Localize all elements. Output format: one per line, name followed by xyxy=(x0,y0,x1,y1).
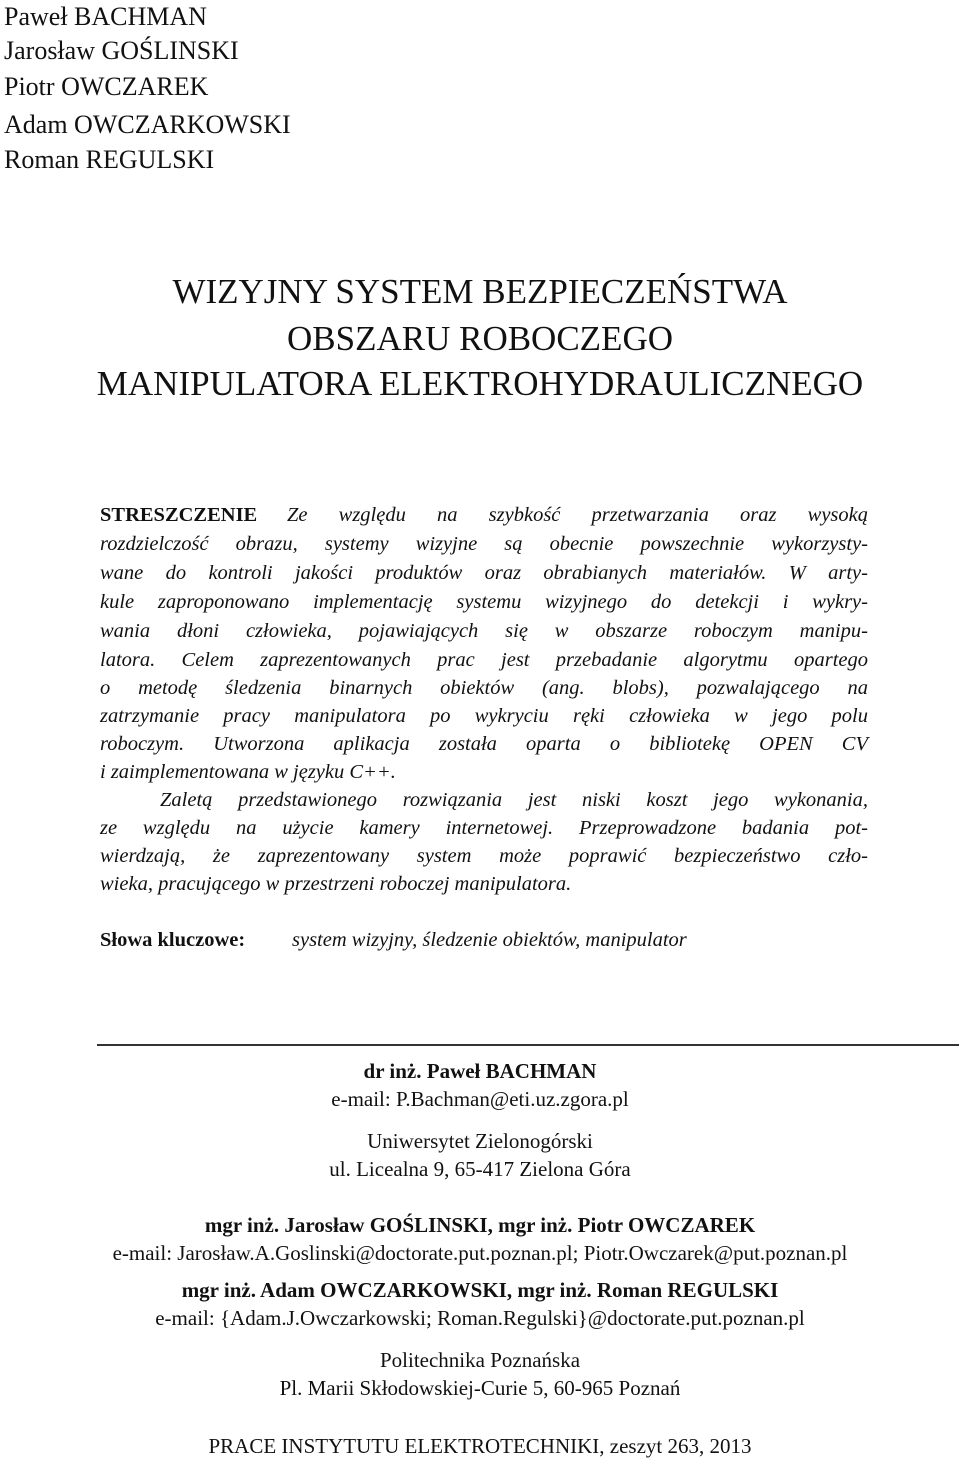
abstract-line: wierdzają, że zaprezentowany system może poprawić bezpieczeństwo czło- xyxy=(100,845,868,867)
abstract-heading: STRESZCZENIE xyxy=(100,504,258,526)
keywords-value: system wizyjny, śledzenie obiektów, manipulator xyxy=(292,929,687,951)
abstract-line: i zaimplementowana w języku C++. xyxy=(100,761,396,783)
abstract-line: wieka, pracującego w przestrzeni roboczej manipulatora. xyxy=(100,873,572,895)
institution-name: Politechnika Poznańska xyxy=(379,1348,581,1372)
abstract-line: rozdzielczość obrazu, systemy wizyjne są obecnie powszechnie wykorzysty- xyxy=(100,533,868,555)
author-affiliation-name: mgr inż. Adam OWCZARKOWSKI, mgr inż. Roman REGULSKI xyxy=(181,1278,779,1302)
paper-title-line: OBSZARU ROBOCZEGO xyxy=(286,319,673,358)
abstract-line: o metodę śledzenia binarnych obiektów (ang. blobs), pozwalającego na xyxy=(100,677,868,699)
paper-title-line: WIZYJNY SYSTEM BEZPIECZEŃSTWA xyxy=(172,272,788,311)
keywords-label: Słowa kluczowe: xyxy=(100,929,246,951)
author-email: e-mail: Jarosław.A.Goslinski@doctorate.put.poznan.pl; Piotr.Owczarek@put.poznan.pl xyxy=(112,1241,848,1265)
abstract-line: wania dłoni człowieka, pojawiających się w obszarze roboczym manipu- xyxy=(100,620,868,642)
abstract-line: kule zaproponowano implementację systemu wizyjnego do detekcji i wykry- xyxy=(100,591,868,613)
abstract-line: latora. Celem zaprezentowanych prac jest przebadanie algorytmu opartego xyxy=(100,649,868,671)
institution-address: Pl. Marii Skłodowskiej-Curie 5, 60-965 Poznań xyxy=(279,1376,681,1400)
author-name: Paweł BACHMAN xyxy=(4,2,207,31)
abstract-line: zatrzymanie pracy manipulatora po wykryciu ręki człowieka w jego polu xyxy=(100,705,868,727)
abstract-line: ze względu na użycie kamery internetowej. Przeprowadzone badania pot- xyxy=(100,817,868,839)
paper-title-line: MANIPULATORA ELEKTROHYDRAULICZNEGO xyxy=(96,364,864,403)
separator-rule xyxy=(97,1044,959,1046)
author-email: e-mail: {Adam.J.Owczarkowski; Roman.Regulski}@doctorate.put.poznan.pl xyxy=(155,1306,805,1330)
abstract-line: wane do kontroli jakości produktów oraz obrabianych materiałów. W arty- xyxy=(100,562,868,584)
journal-footer: PRACE INSTYTUTU ELEKTROTECHNIKI, zeszyt 263, 2013 xyxy=(208,1434,752,1458)
author-name: Adam OWCZARKOWSKI xyxy=(4,110,291,139)
abstract-line: roboczym. Utworzona aplikacja została oparta o bibliotekę OPEN CV xyxy=(100,733,868,755)
author-affiliation-name: dr inż. Paweł BACHMAN xyxy=(363,1059,597,1083)
author-name: Jarosław GOŚLINSKI xyxy=(4,36,239,65)
author-name: Piotr OWCZAREK xyxy=(4,72,209,101)
author-email: e-mail: P.Bachman@eti.uz.zgora.pl xyxy=(331,1087,629,1111)
author-affiliation-name: mgr inż. Jarosław GOŚLINSKI, mgr inż. Piotr OWCZAREK xyxy=(204,1213,756,1237)
institution-name: Uniwersytet Zielonogórski xyxy=(367,1129,593,1153)
abstract-line: Ze względu na szybkość przetwarzania oraz wysoką xyxy=(287,504,868,526)
author-name: Roman REGULSKI xyxy=(4,145,215,174)
institution-address: ul. Licealna 9, 65-417 Zielona Góra xyxy=(329,1157,631,1181)
abstract-line: Zaletą przedstawionego rozwiązania jest niski koszt jego wykonania, xyxy=(160,789,868,811)
